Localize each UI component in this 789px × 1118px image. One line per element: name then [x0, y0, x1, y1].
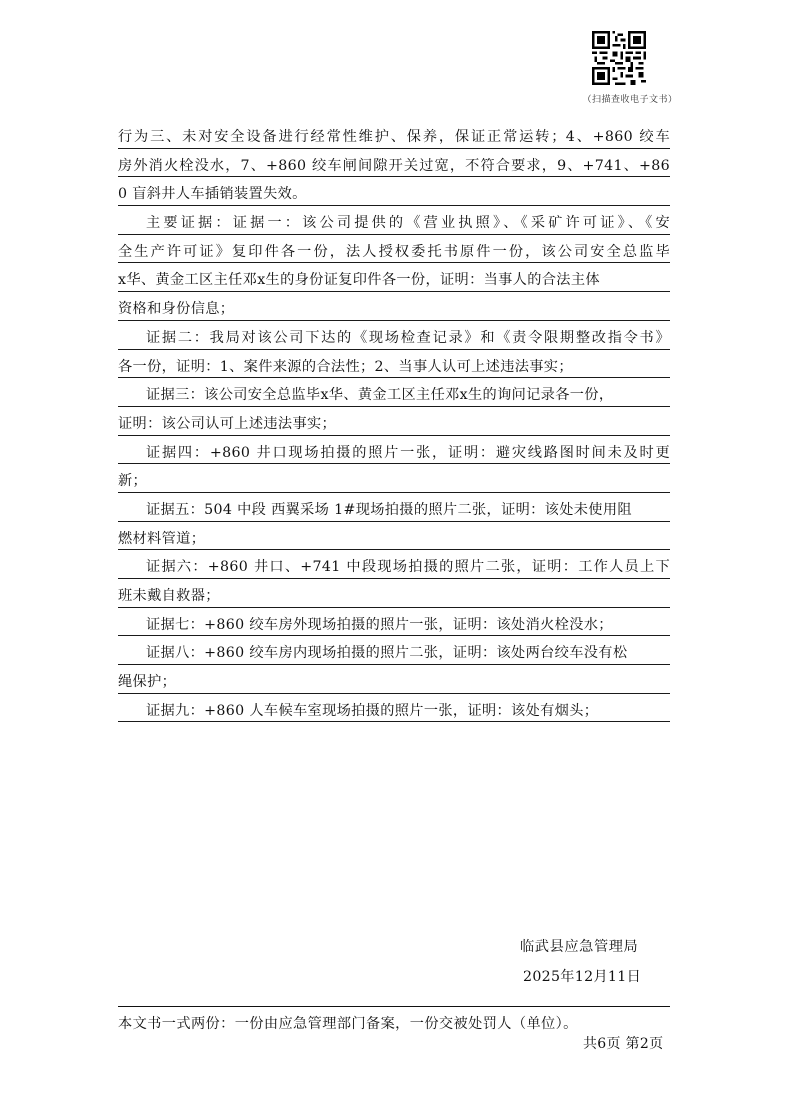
body-line: 证据六：+860 井口、+741 中段现场拍摄的照片二张，证明：工作人员上下 — [118, 550, 670, 579]
body-line: 新； — [118, 464, 670, 493]
body-line: 各一份，证明：1、案件来源的合法性；2、当事人认可上述违法事实； — [118, 350, 670, 379]
body-line: 班未戴自救器； — [118, 579, 670, 608]
body-line: 证据二：我局对该公司下达的《现场检查记录》和《责令限期整改指令书》 — [118, 321, 670, 350]
body-line: 证据三：该公司安全总监毕x华、黄金工区主任邓x生的询问记录各一份， — [118, 378, 670, 407]
qr-caption: （扫描查收电子文书） — [582, 95, 678, 105]
issue-date: 2025年12月11日 — [523, 969, 642, 985]
body-line: 房外消火栓没水，7、+860 绞车闸间隙开关过宽，不符合要求，9、+741、+86 — [118, 149, 670, 178]
qr-code-icon — [592, 31, 646, 85]
body-line: 证据八：+860 绞车房内现场拍摄的照片二张，证明：该处两台绞车没有松 — [118, 636, 670, 665]
body-line: 行为三、未对安全设备进行经常性维护、保养，保证正常运转；4、+860 绞车 — [118, 120, 670, 149]
body-line: 证据四：+860 井口现场拍摄的照片一张，证明：避灾线路图时间未及时更 — [118, 436, 670, 465]
body-line: 主要证据：证据一：该公司提供的《营业执照》、《采矿许可证》、《安 — [118, 206, 670, 235]
body-line: 资格和身份信息； — [118, 292, 670, 321]
body-line: 证明：该公司认可上述违法事实； — [118, 407, 670, 436]
body-line: 证据七：+860 绞车房外现场拍摄的照片一张，证明：该处消火栓没水； — [118, 608, 670, 637]
footer-note: 本文书一式两份：一份由应急管理部门备案，一份交被处罚人（单位）。 — [118, 1016, 578, 1032]
body-line: 燃材料管道； — [118, 522, 670, 551]
body-line: x华、黄金工区主任邓x生的身份证复印件各一份，证明：当事人的合法主体 — [118, 263, 670, 292]
body-line: 证据九：+860 人车候车室现场拍摄的照片一张，证明：该处有烟头； — [118, 694, 670, 723]
page-number: 共6页 第2页 — [583, 1036, 664, 1052]
footer-divider — [118, 1006, 670, 1007]
body-line: 证据五：504 中段 西翼采场 1#现场拍摄的照片二张，证明：该处未使用阻 — [118, 493, 670, 522]
body-line: 全生产许可证》复印件各一份，法人授权委托书原件一份，该公司安全总监毕 — [118, 235, 670, 264]
body-line: 绳保护； — [118, 665, 670, 694]
issuing-organization: 临武县应急管理局 — [520, 939, 639, 955]
document-body — [118, 120, 670, 722]
body-line: 0 盲斜井人车插销装置失效。 — [118, 177, 670, 206]
